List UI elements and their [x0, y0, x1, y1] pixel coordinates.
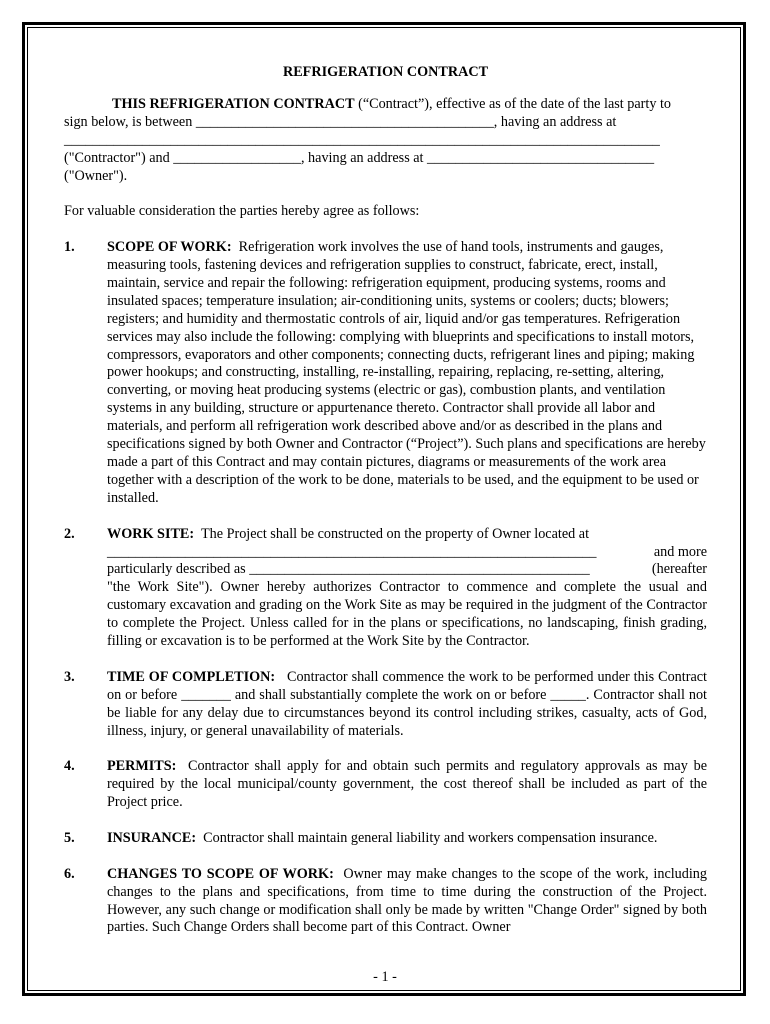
section-heading: SCOPE OF WORK:	[107, 239, 232, 256]
section-permits	[64, 758, 707, 812]
document-title: REFRIGERATION CONTRACT	[282, 64, 489, 80]
section-work-site	[64, 526, 707, 651]
intro-bold-lead: THIS REFRIGERATION CONTRACT	[112, 95, 355, 112]
section-heading: WORK SITE:	[107, 525, 195, 542]
document-body	[64, 64, 707, 937]
section-insurance	[64, 830, 707, 848]
section-number: 1.	[64, 239, 75, 256]
consideration-text: For valuable consideration the parties hereby agree as follows:	[64, 203, 420, 220]
work-site-address-blank: _____________________________________________________________________	[107, 543, 597, 560]
section-heading: CHANGES TO SCOPE OF WORK:	[107, 865, 334, 882]
section-text: Contractor shall commence the work to be performed under this Contract on or before _______ and shall substantially complete the work on or before _____. Contractor shall not be liable for any delay due to circumstances beyond its control including strikes, casualty, acts of God, illness, injury, or general unavailability of materials.	[107, 668, 707, 739]
work-site-line1: The Project shall be constructed on the property of Owner located at	[200, 525, 590, 542]
section-number: 3.	[64, 668, 75, 685]
section-text: "the Work Site"). Owner hereby authorizes Contractor to commence and complete the usual and customary excavation and grading on the Work Site as may be required in the judgment of the Contractor to complete the Project. Unless called for in the plans or specifications, no landscaping, finish grading, filling or excavation is to be performed at the Work Site by the Contractor.	[107, 579, 707, 650]
intro-paragraph	[64, 96, 707, 186]
work-site-line2-tail: and more	[653, 543, 707, 560]
section-number: 6.	[64, 865, 75, 882]
intro-line4: ("Contractor") and __________________, having an address at ________________________________	[64, 149, 655, 166]
work-site-line3-tail: (hereafter	[651, 561, 707, 578]
section-heading: INSURANCE:	[107, 829, 197, 846]
section-text: Contractor shall apply for and obtain such permits and regulatory approvals as may be required by the local municipal/county government, the cost thereof shall be included as part of the Project price.	[107, 758, 708, 811]
section-scope-of-work	[64, 239, 707, 508]
section-number: 2.	[64, 525, 75, 542]
intro-line3: ____________________________________________________________________________________	[64, 131, 660, 148]
page-number: - 1 -	[373, 969, 397, 985]
section-heading: PERMITS:	[107, 758, 177, 775]
section-heading: TIME OF COMPLETION:	[107, 668, 276, 685]
intro-line1: (“Contract”), effective as of the date of the last party to	[354, 95, 672, 112]
section-time-of-completion	[64, 669, 707, 741]
section-text: Refrigeration work involves the use of hand tools, instruments and gauges, measuring tools, fastening devices and refrigeration supplies to construct, fabricate, erect, install, maintain, service and repair the following: refrigeration equipment, producing systems, rooms and insulated spaces; temperature insulation; air-conditioning units, systems or coolers; ducts; blowers; registers; and humidity and thermostatic controls of air, liquid and/or gas temperatures. Refrigeration services may also include the following: complying with blueprints and specifications to install motors, compressors, evaporators and other components; connecting ducts, refrigerant lines and piping; making power hookups; and constructing, installing, re-installing, repairing, replacing, re-setting, altering, converting, or moving heat producing systems (electric or gas), combustion plants, and ventilation systems in any building, structure or appurtenance thereto. Contractor shall provide all labor and materials, and perform all refrigeration work described above and/or as described in the plans and specifications signed by both Owner and Contractor (“Project”). Such plans and specifications are hereby made a part of this Contract and may contain pictures, diagrams or measurements of the work area together with a description of the work to be done, materials to be used, and the equipment to be used or installed.	[107, 239, 706, 506]
section-number: 4.	[64, 758, 75, 775]
section-text: Contractor shall maintain general liability and workers compensation insurance.	[203, 829, 658, 846]
work-site-description-blank: particularly described as ________________________________________________	[107, 561, 590, 578]
section-text: Owner may make changes to the scope of the work, including changes to the plans and specifications, from time to time during the construction of the Project. However, any such change or modification shall only be made by written "Change Order" signed by both parties. Such Change Orders shall become part of this Contract. Owner	[107, 865, 707, 936]
intro-line5: ("Owner").	[64, 167, 128, 184]
intro-line2: sign below, is between __________________________________________, having an address at	[64, 113, 617, 130]
section-number: 5.	[64, 829, 75, 846]
section-changes-to-scope	[64, 866, 707, 938]
